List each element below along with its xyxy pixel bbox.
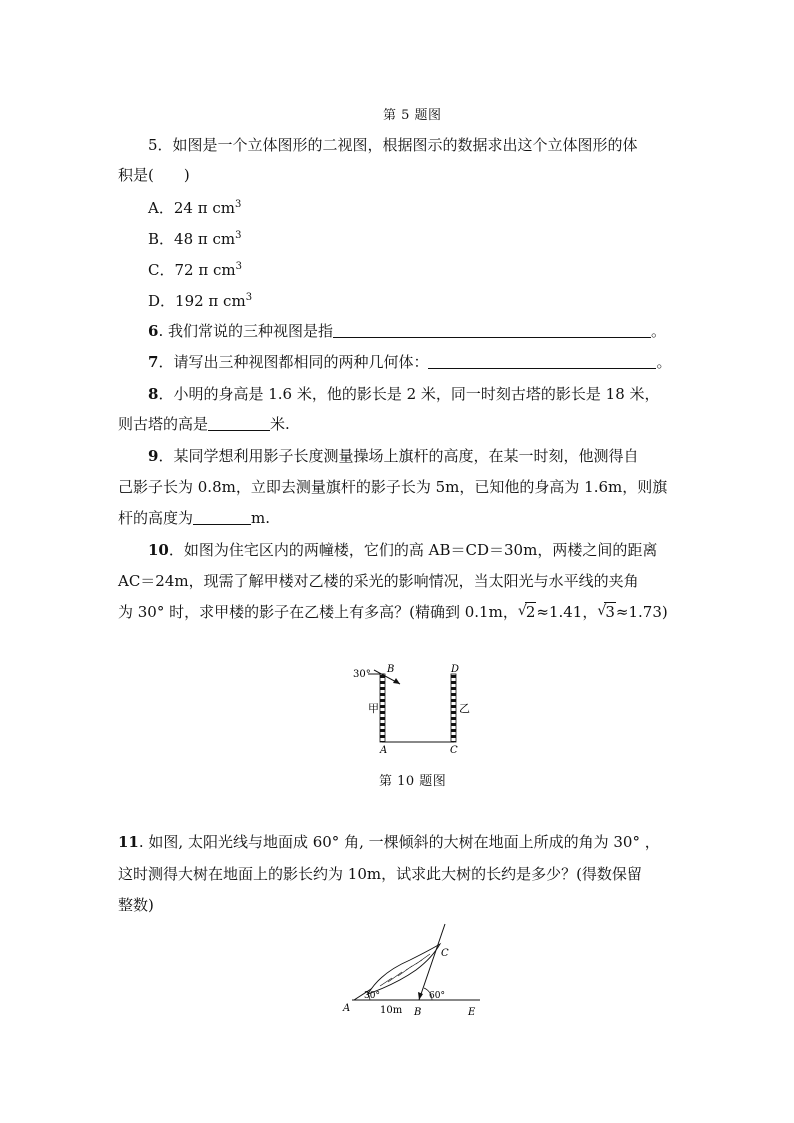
figure-10-diagram [340,660,480,760]
q11-text: . 如图, 太阳光线与地面成 60° 角, 一棵倾斜的大树在地面上所成的角为 30° ， [138,833,660,851]
q9-text-3b: m. [251,509,271,527]
q10-approx-2: ≈1.73) [615,603,668,621]
q5-line-2: 积是( ) [118,166,190,184]
label-jia: 甲 [368,702,379,715]
radical-sign: √ [517,603,527,619]
q6-end: 。 [650,322,666,340]
q5-option-d [148,290,252,311]
label-yi: 乙 [459,702,470,715]
radicand-three: 3 [605,603,615,621]
radicand-two: 2 [525,603,536,621]
angle-label-30: 30° [353,669,371,680]
q10-text: ．如图为住宅区内的两幢楼，它们的高 AB＝CD＝30m，两楼之间的距离 [168,541,658,559]
sqrt-three [597,602,616,622]
option-a-exponent: 3 [234,199,242,210]
option-d-text: D．192 π cm [148,292,246,310]
q10-number: 10 [148,541,169,559]
q8-text-2a: 则古塔的高是 [118,415,209,433]
q8-text: ．小明的身高是 1.6 米，他的影长是 2 米，同一时刻古塔的影长是 18 米， [158,385,660,403]
q9-text-3a: 杆的高度为 [118,509,194,527]
q7-end: 。 [656,353,672,371]
figure-10-caption: 第 10 题图 [379,774,447,789]
q9-line-2: 己影子长为 0.8m，立即去测量旗杆的影子长为 5m，已知他的身高为 1.6m，则旗 [118,478,668,496]
q11-number: 11 [118,833,139,851]
q9-number: 9 [148,447,159,465]
label-c: C [441,948,449,959]
option-c-exponent: 3 [235,261,242,272]
q6-text: . 我们常说的三种视图是指 [158,322,333,340]
q10-line-2: AC＝24m，现需了解甲楼对乙楼的采光的影响情况，当太阳光与水平线的夹角 [118,572,639,590]
option-d-exponent: 3 [245,292,253,303]
q7-number: 7 [148,353,159,371]
q6-line [148,321,666,341]
q6-number: 6 [148,322,159,340]
q10-line-1 [148,540,657,560]
building-jia [380,674,385,742]
q11-line-2: 这时测得大树在地面上的影长约为 10m，试求此大树的长约是多少？(得数保留 [118,865,642,883]
q5-option-a [148,197,241,218]
q5-option-c [148,259,242,280]
q9-line-3 [118,508,270,528]
q8-number: 8 [148,385,159,403]
q10-approx-1: ≈1.41， [536,603,598,621]
q5-text: 5．如图是一个立体图形的二视图，根据图示的数据求出这个立体图形的体 [148,136,638,154]
q8-line-2 [118,414,290,434]
option-b-exponent: 3 [235,230,242,241]
option-b-text: B．48 π cm [148,230,236,248]
label-c: C [450,745,458,756]
angle-label-30: 30° [364,991,380,1001]
q9-answer-blank[interactable] [193,510,251,525]
sun-ray-arrowhead [418,992,423,1000]
q10-line-3 [118,602,668,622]
radical-sign: √ [597,603,607,619]
angle-label-60: 60° [429,991,445,1001]
label-d: D [451,664,460,675]
q11-line-3: 整数) [118,896,154,914]
q7-text: ．请写出三种视图都相同的两种几何体： [158,353,429,371]
q8-line-1 [148,384,660,404]
option-a-text: A．24 π cm [148,199,235,217]
q9-line-1 [148,446,638,466]
label-a: A [343,1003,351,1014]
q8-answer-blank[interactable] [208,416,270,431]
q11-line-1 [118,832,660,852]
sqrt-two [518,602,537,622]
q10-text-3a: 为 30° 时，求甲楼的影子在乙楼上有多高？(精确到 0.1m， [118,603,518,621]
figure-5-caption: 第 5 题图 [383,108,442,123]
figure-11-diagram [340,918,490,1018]
q7-line [148,352,671,372]
label-a: A [380,745,388,756]
q5-line-1 [148,135,638,155]
length-label-10m: 10m [380,1005,403,1016]
q9-text: ．某同学想利用影子长度测量操场上旗杆的高度，在某一时刻，他测得自 [158,447,639,465]
q6-answer-blank[interactable] [333,323,651,338]
label-e: E [468,1007,476,1018]
option-c-text: C．72 π cm [148,261,236,279]
q7-answer-blank[interactable] [428,354,656,369]
label-b: B [387,664,395,675]
q8-text-2b: 米. [270,415,290,433]
label-b: B [414,1007,422,1018]
q5-option-b [148,228,242,249]
building-yi [451,674,456,742]
